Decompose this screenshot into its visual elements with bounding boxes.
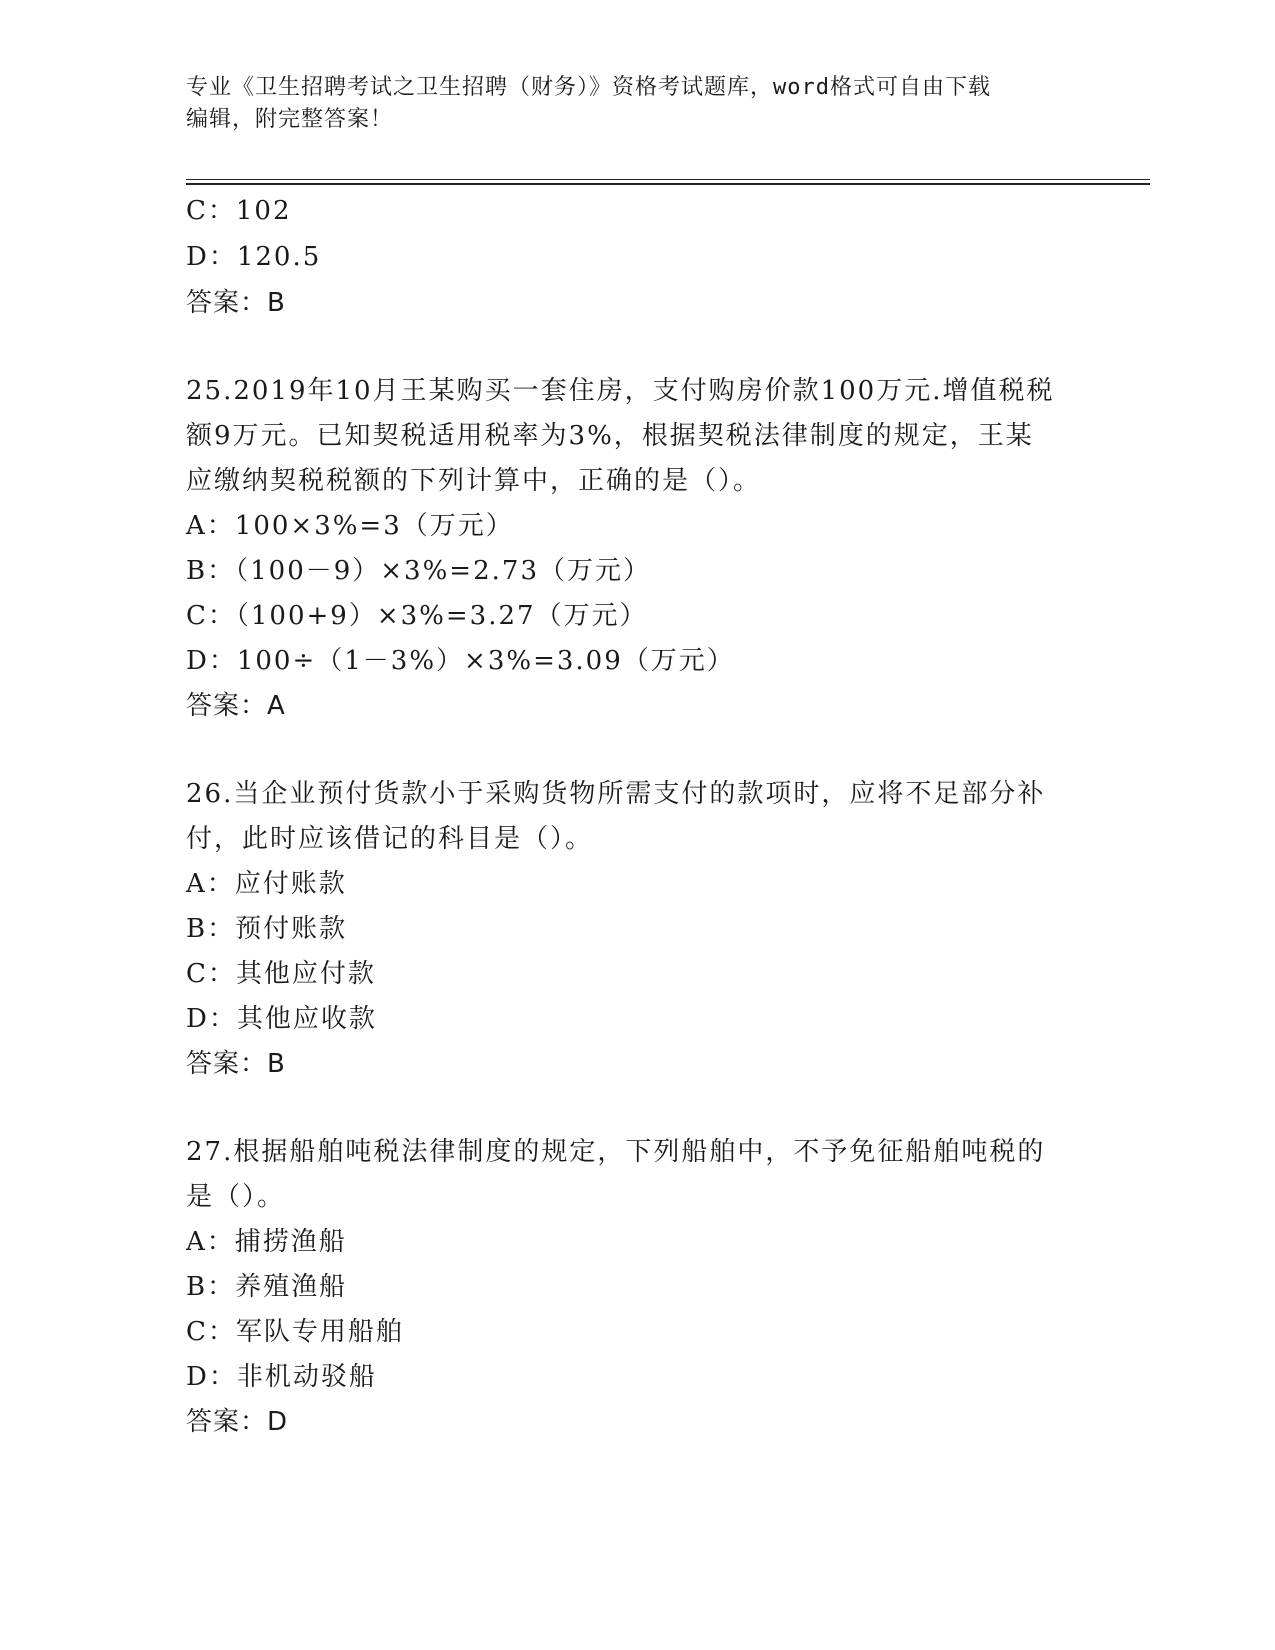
question-text-line: 付，此时应该借记的科目是（）。 bbox=[186, 824, 594, 854]
header-line-2: 编辑，附完整答案！ bbox=[186, 107, 394, 132]
option-a: A：捕捞渔船 bbox=[186, 1227, 347, 1257]
question-text-line: 26.当企业预付货款小于采购货物所需支付的款项时，应将不足部分补 bbox=[186, 779, 1046, 809]
header-line-1: 专业《卫生招聘考试之卫生招聘（财务）》资格考试题库，word格式可自由下载 bbox=[186, 75, 991, 100]
option-a: A：100×3%=3（万元） bbox=[186, 511, 514, 541]
option-c: C：（100+9）×3%=3.27（万元） bbox=[186, 601, 648, 631]
option-d: D：100÷（1－3%）×3%=3.09（万元） bbox=[186, 646, 735, 676]
answer-line: 答案：D bbox=[186, 1407, 289, 1437]
spacer bbox=[186, 1087, 1106, 1130]
option-c: C：其他应付款 bbox=[186, 959, 376, 989]
answer-line: 答案：B bbox=[186, 1049, 286, 1079]
option-b: B：预付账款 bbox=[186, 914, 348, 944]
document-header bbox=[186, 72, 1066, 136]
option-b: B：养殖渔船 bbox=[186, 1272, 348, 1302]
answer-line: 答案：B bbox=[186, 288, 286, 318]
option-d: D：非机动驳船 bbox=[186, 1362, 377, 1392]
option-c: C：军队专用船舶 bbox=[186, 1317, 404, 1347]
spacer bbox=[186, 729, 1106, 772]
question-text-line: 是（）。 bbox=[186, 1182, 286, 1212]
previous-question-tail bbox=[186, 188, 1106, 326]
option-a: A：应付账款 bbox=[186, 869, 347, 899]
question-27 bbox=[186, 1130, 1106, 1445]
question-text-line: 25.2019年10月王某购买一套住房，支付购房价款100万元.增值税税 bbox=[186, 376, 1055, 406]
question-content bbox=[186, 188, 1106, 1445]
question-text-line: 额9万元。已知契税适用税率为3%，根据契税法律制度的规定，王某 bbox=[186, 421, 1034, 451]
answer-line: 答案：A bbox=[186, 691, 286, 721]
header-divider-thick bbox=[186, 183, 1150, 185]
spacer bbox=[186, 326, 1106, 369]
option-b: B：（100－9）×3%=2.73（万元） bbox=[186, 556, 651, 586]
option-d: D：120.5 bbox=[186, 242, 322, 272]
header-divider-thin bbox=[186, 179, 1150, 180]
question-text-line: 应缴纳契税税额的下列计算中，正确的是（）。 bbox=[186, 466, 762, 496]
question-25 bbox=[186, 369, 1106, 729]
option-d: D：其他应收款 bbox=[186, 1004, 377, 1034]
question-text-line: 27.根据船舶吨税法律制度的规定，下列船舶中，不予免征船舶吨税的 bbox=[186, 1137, 1046, 1167]
question-26 bbox=[186, 772, 1106, 1087]
option-c: C：102 bbox=[186, 196, 292, 226]
